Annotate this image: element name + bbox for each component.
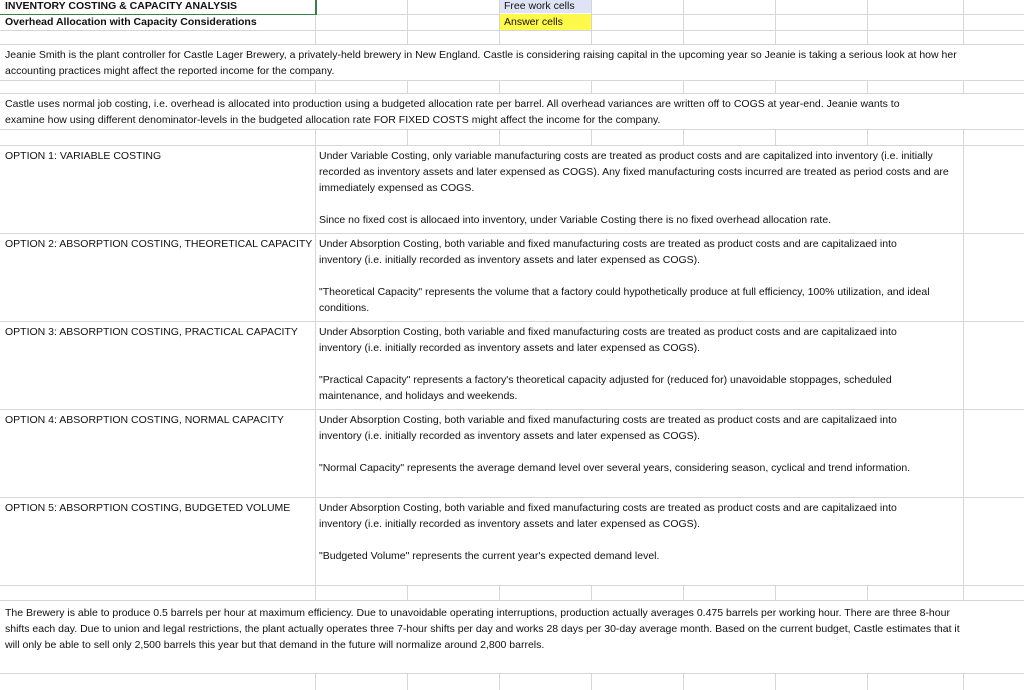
col-line <box>315 585 316 600</box>
col-line <box>683 129 684 145</box>
row-line <box>0 673 1024 674</box>
col-line <box>775 585 776 600</box>
option-2-description[interactable]: Under Absorption Costing, both variable and fixed manufacturing costs are treated as product costs and are capitalizaed into inventory (i.e. initially recorded as inventory assets and later expensed as COGS). <box>319 238 897 266</box>
col-line <box>591 129 592 145</box>
legend-answer-cells[interactable]: Answer cells <box>500 14 591 30</box>
row-line <box>0 129 1024 130</box>
col-line <box>963 80 964 93</box>
row-line <box>0 585 1024 586</box>
col-line <box>683 585 684 600</box>
col-line <box>963 585 964 600</box>
row-line <box>0 30 1024 31</box>
row-line <box>0 600 1024 601</box>
col-line <box>407 585 408 600</box>
option-2-note[interactable]: "Theoretical Capacity" represents the volume that a factory could hypothetically produce at full efficiency, 100% utilization, and ideal conditions. <box>319 286 930 314</box>
col-line <box>867 129 868 145</box>
sheet-title[interactable]: INVENTORY COSTING & CAPACITY ANALYSIS <box>5 0 238 12</box>
option-3-description[interactable]: Under Absorption Costing, both variable and fixed manufacturing costs are treated as product costs and are capitalizaed into inventory (i.e. initially recorded as inventory assets and later expensed as COGS). <box>319 326 897 354</box>
row-line <box>0 321 1024 322</box>
col-line <box>499 585 500 600</box>
col-line <box>591 585 592 600</box>
col-line <box>775 673 776 690</box>
intro-paragraph-1[interactable]: Jeanie Smith is the plant controller for Castle Lager Brewery, a privately-held brewery in New England. Castle is considering raising capital in the upcoming year so Jeanie is taking a serious look at how her accounting practices might affect the reported income for the company. <box>5 49 957 77</box>
col-line <box>867 673 868 690</box>
production-facts-paragraph[interactable]: The Brewery is able to produce 0.5 barrels per hour at maximum efficiency. Due to unavoidable operating interruptions, production actually averages 0.475 barrels per working hour. There are three 8-hour shifts each day. Due to union and legal restrictions, the plant actually operates three 7-hour shifts per day and works 28 days per 30-day average month. Based on the current budget, Castle estimates that it will only be able to sell only 2,500 barrels this year but that demand in the future will normalize around 2,800 barrels. <box>5 607 960 651</box>
option-4-label[interactable]: OPTION 4: ABSORPTION COSTING, NORMAL CAPACITY <box>5 414 284 426</box>
col-line <box>775 80 776 93</box>
row-line <box>0 80 1024 81</box>
col-line <box>407 673 408 690</box>
option-4-note[interactable]: "Normal Capacity" represents the average demand level over several years, considering season, cyclical and trend information. <box>319 462 911 474</box>
col-line <box>683 0 684 44</box>
col-line <box>315 129 316 145</box>
col-line <box>867 0 868 44</box>
option-2-label[interactable]: OPTION 2: ABSORPTION COSTING, THEORETICAL CAPACITY <box>5 238 313 250</box>
col-line <box>867 585 868 600</box>
intro-paragraph-2[interactable]: Castle uses normal job costing, i.e. overhead is allocated into production using a budgeted allocation rate per barrel. All overhead variances are written off to COGS at year-end. Jeanie wants to examine how using different denominator-levels in the budgeted allocation rate FOR FIXED COSTS might affect the income for the company. <box>5 98 900 126</box>
row-line <box>0 145 1024 146</box>
col-line <box>315 673 316 690</box>
option-1-description[interactable]: Under Variable Costing, only variable manufacturing costs are treated as product costs and are capitalized into inventory (i.e. initially recorded as inventory assets and later expensed as COGS). Any fixed manufacturing costs incurred are treated as period costs and are immediately expensed as COGS. <box>319 150 949 194</box>
legend-free-work-cells[interactable]: Free work cells <box>500 0 591 13</box>
sheet-subtitle[interactable]: Overhead Allocation with Capacity Considerations <box>5 16 257 28</box>
col-line <box>963 0 964 44</box>
col-line <box>775 0 776 44</box>
row-line <box>0 497 1024 498</box>
col-line <box>591 0 592 44</box>
option-5-description[interactable]: Under Absorption Costing, both variable and fixed manufacturing costs are treated as product costs and are capitalizaed into inventory (i.e. initially recorded as inventory assets and later expensed as COGS). <box>319 502 897 530</box>
col-line <box>407 0 408 44</box>
option-3-note[interactable]: "Practical Capacity" represents a factory's theoretical capacity adjusted for (reduced for) unavoidable stoppages, scheduled maintenance, and holidays and weekends. <box>319 374 892 402</box>
col-line <box>407 129 408 145</box>
option-5-label[interactable]: OPTION 5: ABSORPTION COSTING, BUDGETED VOLUME <box>5 502 291 514</box>
col-line <box>315 145 316 585</box>
col-line <box>591 673 592 690</box>
col-line <box>315 80 316 93</box>
col-line <box>499 673 500 690</box>
col-line <box>963 673 964 690</box>
col-line <box>407 80 408 93</box>
col-line <box>867 80 868 93</box>
row-line <box>0 44 1024 45</box>
row-line <box>0 93 1024 94</box>
option-5-note[interactable]: "Budgeted Volume" represents the current year's expected demand level. <box>319 550 660 562</box>
option-1-label[interactable]: OPTION 1: VARIABLE COSTING <box>5 150 162 162</box>
col-line <box>591 80 592 93</box>
col-line <box>499 80 500 93</box>
option-1-note[interactable]: Since no fixed cost is allocaed into inventory, under Variable Costing there is no fixed overhead allocation rate. <box>319 214 832 226</box>
col-line <box>499 129 500 145</box>
col-line <box>683 673 684 690</box>
option-3-label[interactable]: OPTION 3: ABSORPTION COSTING, PRACTICAL CAPACITY <box>5 326 298 338</box>
selected-cell-edge <box>315 0 317 15</box>
row-line <box>0 233 1024 234</box>
col-line <box>963 145 964 585</box>
col-line <box>963 129 964 145</box>
col-line <box>775 129 776 145</box>
col-line <box>683 80 684 93</box>
option-4-description[interactable]: Under Absorption Costing, both variable and fixed manufacturing costs are treated as product costs and are capitalizaed into inventory (i.e. initially recorded as inventory assets and later expensed as COGS). <box>319 414 897 442</box>
row-line <box>0 409 1024 410</box>
